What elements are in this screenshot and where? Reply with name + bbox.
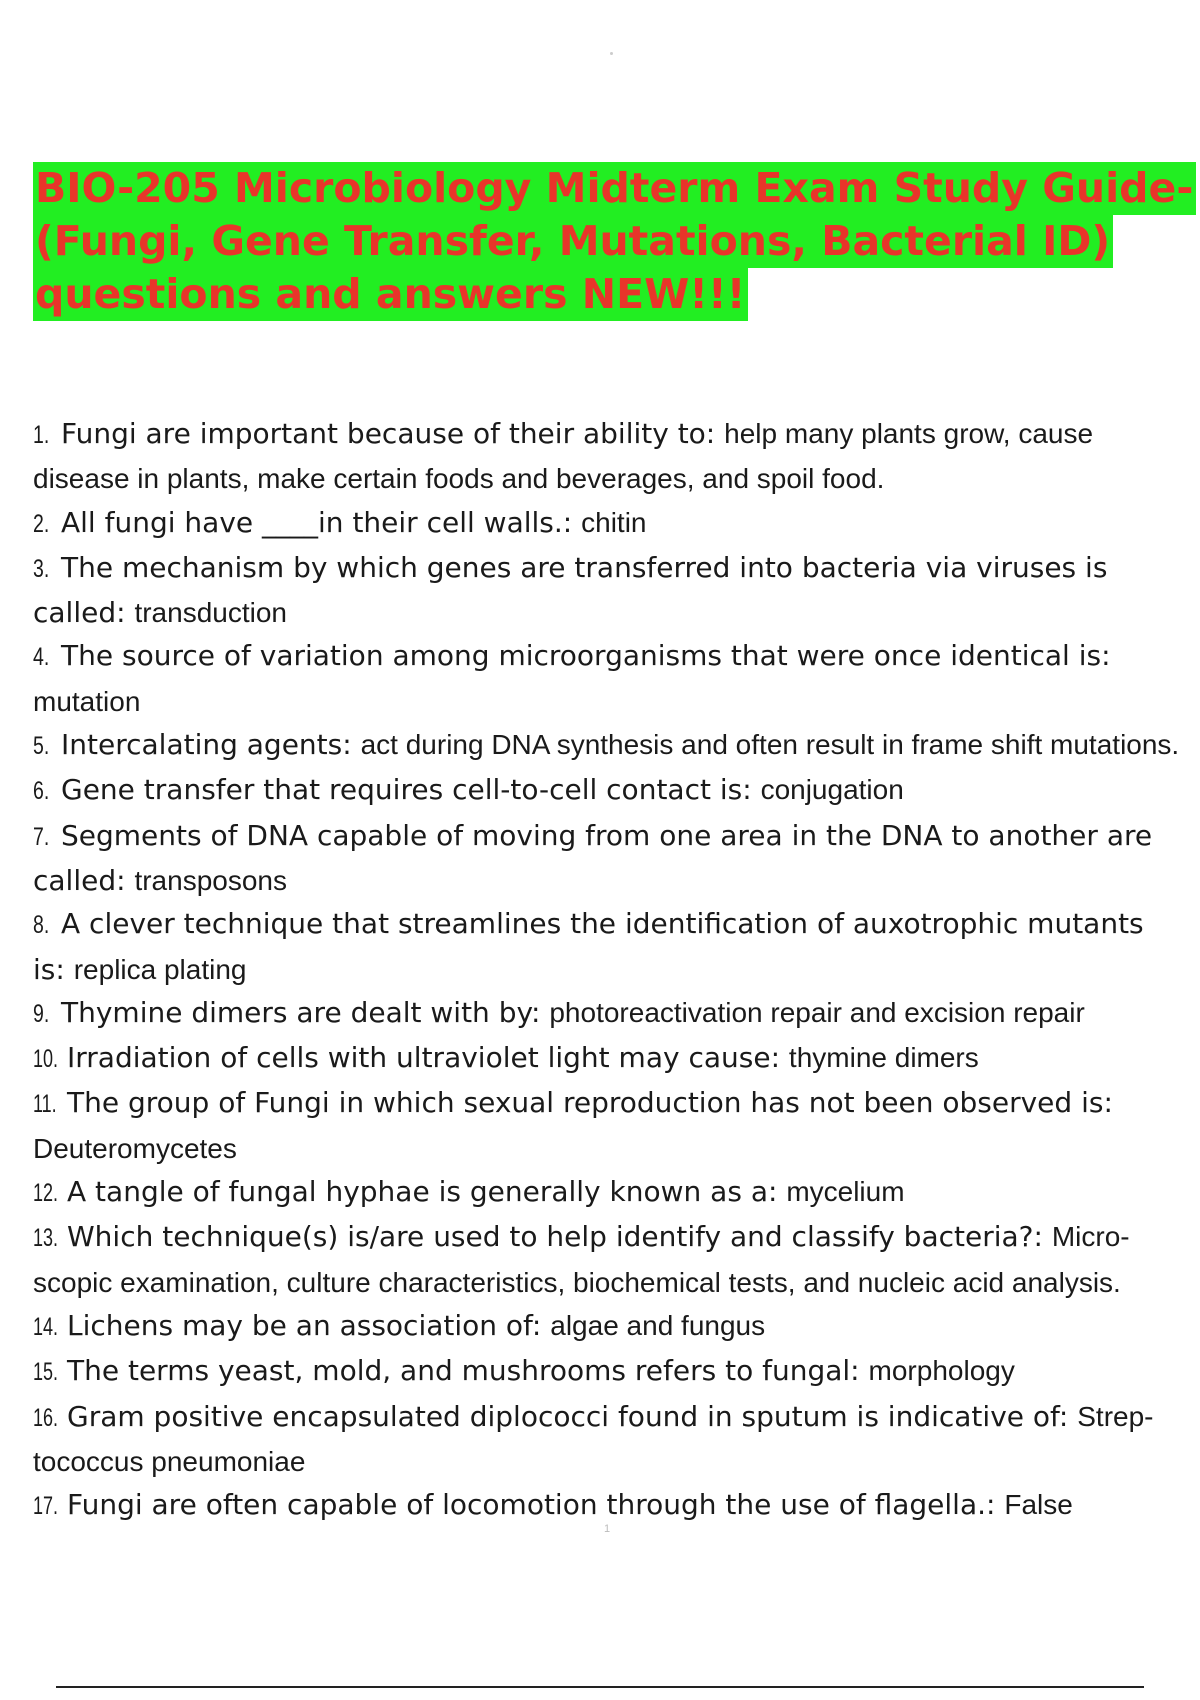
answer-text: photoreactivation repair and excision repair bbox=[549, 996, 1085, 1028]
question-text: Which technique(s) is/are used to help identify and classify bacteria?: bbox=[67, 1220, 1043, 1254]
answer-text: transduction bbox=[134, 597, 287, 629]
question-item bbox=[33, 1081, 1183, 1170]
question-number: 6. bbox=[33, 777, 50, 806]
question-number: 17. bbox=[33, 1492, 59, 1521]
document-title bbox=[33, 162, 1194, 321]
question-number: 12. bbox=[33, 1179, 59, 1208]
question-item bbox=[33, 1036, 1183, 1081]
title-line-2: (Fungi, Gene Transfer, Mutations, Bacterial ID) bbox=[33, 215, 1113, 268]
question-text: A tangle of fungal hyphae is generally known as a: bbox=[67, 1175, 778, 1209]
question-number: 13. bbox=[33, 1224, 59, 1253]
question-item bbox=[33, 501, 1183, 546]
question-item bbox=[33, 723, 1183, 768]
question-text: Irradiation of cells with ultraviolet light may cause: bbox=[67, 1041, 781, 1075]
question-number: 10. bbox=[33, 1045, 59, 1074]
question-number: 14. bbox=[33, 1312, 59, 1341]
answer-text: replica plating bbox=[73, 953, 247, 985]
question-item bbox=[33, 1304, 1183, 1349]
answer-text: act during DNA synthesis and often result in frame shift mutations. bbox=[360, 729, 1180, 761]
question-item bbox=[33, 1483, 1183, 1528]
question-text: The source of variation among microorganisms that were once identical is: bbox=[61, 639, 1111, 673]
answer-text: False bbox=[1004, 1489, 1073, 1521]
question-text: Lichens may be an association of: bbox=[67, 1308, 542, 1342]
top-mark bbox=[610, 52, 613, 55]
answer-text: mycelium bbox=[786, 1176, 905, 1208]
answer-text: morphology bbox=[868, 1355, 1015, 1387]
answer-text: Deuteromycetes bbox=[33, 1132, 237, 1164]
question-item bbox=[33, 768, 1183, 813]
question-item bbox=[33, 1349, 1183, 1394]
question-text: Intercalating agents: bbox=[61, 728, 352, 762]
answer-text: algae and fungus bbox=[550, 1309, 766, 1341]
question-text: Gene transfer that requires cell-to-cell contact is: bbox=[61, 773, 752, 807]
question-number: 9. bbox=[33, 999, 50, 1028]
question-number: 1. bbox=[33, 421, 50, 449]
question-item bbox=[33, 902, 1183, 991]
page-number: 1 bbox=[604, 1523, 611, 1535]
question-text: The group of Fungi in which sexual reproduction has not been observed is: bbox=[67, 1086, 1113, 1120]
answer-text: transposons bbox=[134, 864, 287, 896]
question-item bbox=[33, 546, 1183, 635]
question-text: Thymine dimers are dealt with by: bbox=[61, 995, 541, 1029]
question-text: The terms yeast, mold, and mushrooms refers to fungal: bbox=[67, 1354, 860, 1388]
bottom-rule bbox=[56, 1686, 1144, 1688]
question-number: 2. bbox=[33, 509, 50, 538]
question-number: 11. bbox=[33, 1090, 57, 1119]
answer-text: thymine dimers bbox=[788, 1042, 979, 1074]
question-text: The mechanism by which genes are transferred into bacteria via viruses is called: bbox=[33, 550, 1108, 630]
answer-text: Micro-scopic examination, culture characteristics, biochemical tests, and nucleic acid analysis. bbox=[33, 1221, 1130, 1298]
question-number: 4. bbox=[33, 643, 50, 672]
question-number: 3. bbox=[33, 554, 50, 583]
question-item bbox=[33, 412, 1183, 501]
question-item bbox=[33, 1395, 1183, 1484]
question-item bbox=[33, 814, 1183, 903]
question-text: All fungi have ____in their cell walls.: bbox=[61, 505, 573, 539]
title-line-3: questions and answers NEW!!! bbox=[33, 268, 748, 321]
question-text: Gram positive encapsulated diplococci found in sputum is indicative of: bbox=[67, 1399, 1069, 1433]
question-text: A clever technique that streamlines the identification of auxotrophic mutants is: bbox=[33, 907, 1144, 986]
question-item bbox=[33, 634, 1183, 723]
answer-text: chitin bbox=[581, 506, 647, 538]
title-line-1: BIO-205 Microbiology Midterm Exam Study Guide- bbox=[33, 162, 1196, 215]
question-text: Segments of DNA capable of moving from one area in the DNA to another are called: bbox=[33, 818, 1153, 897]
question-item bbox=[33, 1215, 1183, 1304]
question-number: 8. bbox=[33, 911, 50, 940]
answer-text: Strep-tococcus pneumoniae bbox=[33, 1400, 1154, 1477]
answer-text: mutation bbox=[33, 685, 141, 717]
question-number: 16. bbox=[33, 1403, 59, 1432]
answer-text: conjugation bbox=[760, 774, 904, 806]
question-item bbox=[33, 991, 1183, 1036]
question-list bbox=[33, 412, 1183, 1528]
question-number: 5. bbox=[33, 732, 50, 761]
answer-text: help many plants grow, cause disease in plants, make certain foods and beverages, and spoil food. bbox=[33, 418, 1094, 495]
question-text: Fungi are often capable of locomotion through the use of flagella.: bbox=[67, 1488, 996, 1522]
question-number: 15. bbox=[33, 1358, 59, 1387]
question-item bbox=[33, 1170, 1183, 1215]
question-text: Fungi are important because of their ability to: bbox=[61, 417, 716, 450]
question-number: 7. bbox=[33, 822, 50, 851]
